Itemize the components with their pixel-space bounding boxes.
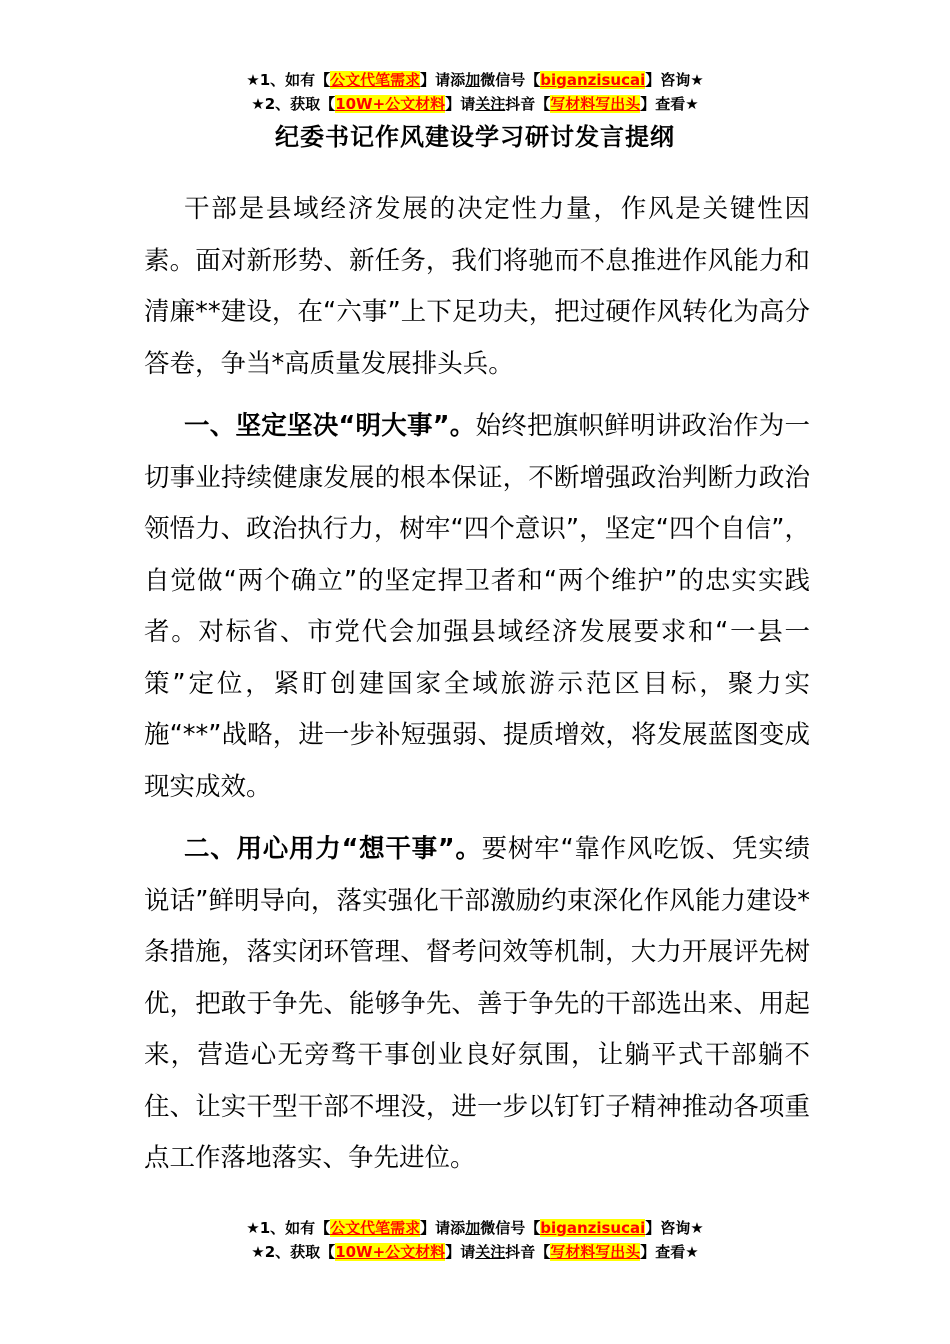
paragraph-text: 干部是县域经济发展的决定性力量，作风是关键性因素。面对新形势、新任务，我们将驰而不息推进作风能力和清廉**建设，在“六事”上下足功夫，把过硬作风转化为高分答卷，争当*高质量发展排头兵。 bbox=[144, 194, 810, 379]
banner-text: ★1、如有【 bbox=[246, 1219, 331, 1237]
banner-text: ★2、获取【 bbox=[251, 1243, 336, 1261]
banner-text: 加 bbox=[465, 1219, 481, 1237]
banner-highlight-wechat-id: biganzisucai bbox=[540, 71, 646, 89]
banner-text: 加 bbox=[465, 71, 481, 89]
banner-text: 】请 bbox=[445, 95, 476, 113]
banner-line-2 bbox=[0, 92, 950, 116]
paragraph-text: 要树牢“靠作风吃饭、凭实绩说话”鲜明导向，落实强化干部激励约束深化作风能力建设*条措施，落实闭环管理、督考问效等机制，大力开展评先树优，把敢于争先、能够争先、善于争先的干部选出来、用起来，营造心无旁骛干事创业良好氛围，让躺平式干部躺不住、让实干型干部不埋没，进一步以钉钉子精神推动各项重点工作落地落实、争先进位。 bbox=[144, 834, 810, 1173]
banner-line-1 bbox=[0, 68, 950, 92]
paragraph-lead: 二、用心用力“想干事”。 bbox=[184, 834, 482, 864]
banner-text: 】请添 bbox=[420, 71, 466, 89]
banner-highlight-materials: 10W+公文材料 bbox=[335, 1243, 446, 1261]
banner-highlight-douyin: 写材料写出头 bbox=[550, 95, 641, 113]
paragraph-text: 始终把旗帜鲜明讲政治作为一切事业持续健康发展的根本保证，不断增强政治判断力政治领悟力、政治执行力，树牢“四个意识”，坚定“四个自信”，自觉做“两个确立”的坚定捍卫者和“两个维护”的忠实实践者。对标省、市党代会加强县域经济发展要求和“一县一策”定位，紧盯创建国家全域旅游示范区目标，聚力实施“**”战略，进一步补短强弱、提质增效，将发展蓝图变成现实成效。 bbox=[144, 411, 810, 802]
banner-text: 】咨询★ bbox=[645, 1219, 704, 1237]
banner-highlight-douyin: 写材料写出头 bbox=[550, 1243, 641, 1261]
banner-text: 】请 bbox=[445, 1243, 476, 1261]
paragraph-section-1 bbox=[144, 401, 810, 813]
banner-text: 】查看★ bbox=[640, 95, 699, 113]
document-title: 纪委书记作风建设学习研讨发言提纲 bbox=[275, 123, 675, 151]
banner-text: 微信号【 bbox=[480, 1219, 541, 1237]
banner-text: 】查看★ bbox=[640, 1243, 699, 1261]
banner-text: 关注 bbox=[475, 1243, 506, 1261]
banner-text: 】请添 bbox=[420, 1219, 466, 1237]
banner-line-1 bbox=[0, 1216, 950, 1240]
header-banner bbox=[0, 68, 950, 116]
banner-text: 抖音【 bbox=[505, 1243, 551, 1261]
banner-highlight-service: 公文代笔需求 bbox=[330, 71, 421, 89]
paragraph-intro bbox=[144, 184, 810, 390]
banner-text: ★1、如有【 bbox=[246, 71, 331, 89]
banner-text: 】咨询★ bbox=[645, 71, 704, 89]
banner-line-2 bbox=[0, 1240, 950, 1264]
banner-highlight-materials: 10W+公文材料 bbox=[335, 95, 446, 113]
paragraph-lead: 一、坚定坚决“明大事”。 bbox=[184, 411, 476, 441]
banner-text: 微信号【 bbox=[480, 71, 541, 89]
banner-text: 抖音【 bbox=[505, 95, 551, 113]
paragraph-section-2 bbox=[144, 824, 810, 1185]
banner-highlight-service: 公文代笔需求 bbox=[330, 1219, 421, 1237]
banner-text: 关注 bbox=[475, 95, 506, 113]
footer-banner bbox=[0, 1216, 950, 1264]
document-body bbox=[144, 184, 810, 1196]
banner-highlight-wechat-id: biganzisucai bbox=[540, 1219, 646, 1237]
banner-text: ★2、获取【 bbox=[251, 95, 336, 113]
